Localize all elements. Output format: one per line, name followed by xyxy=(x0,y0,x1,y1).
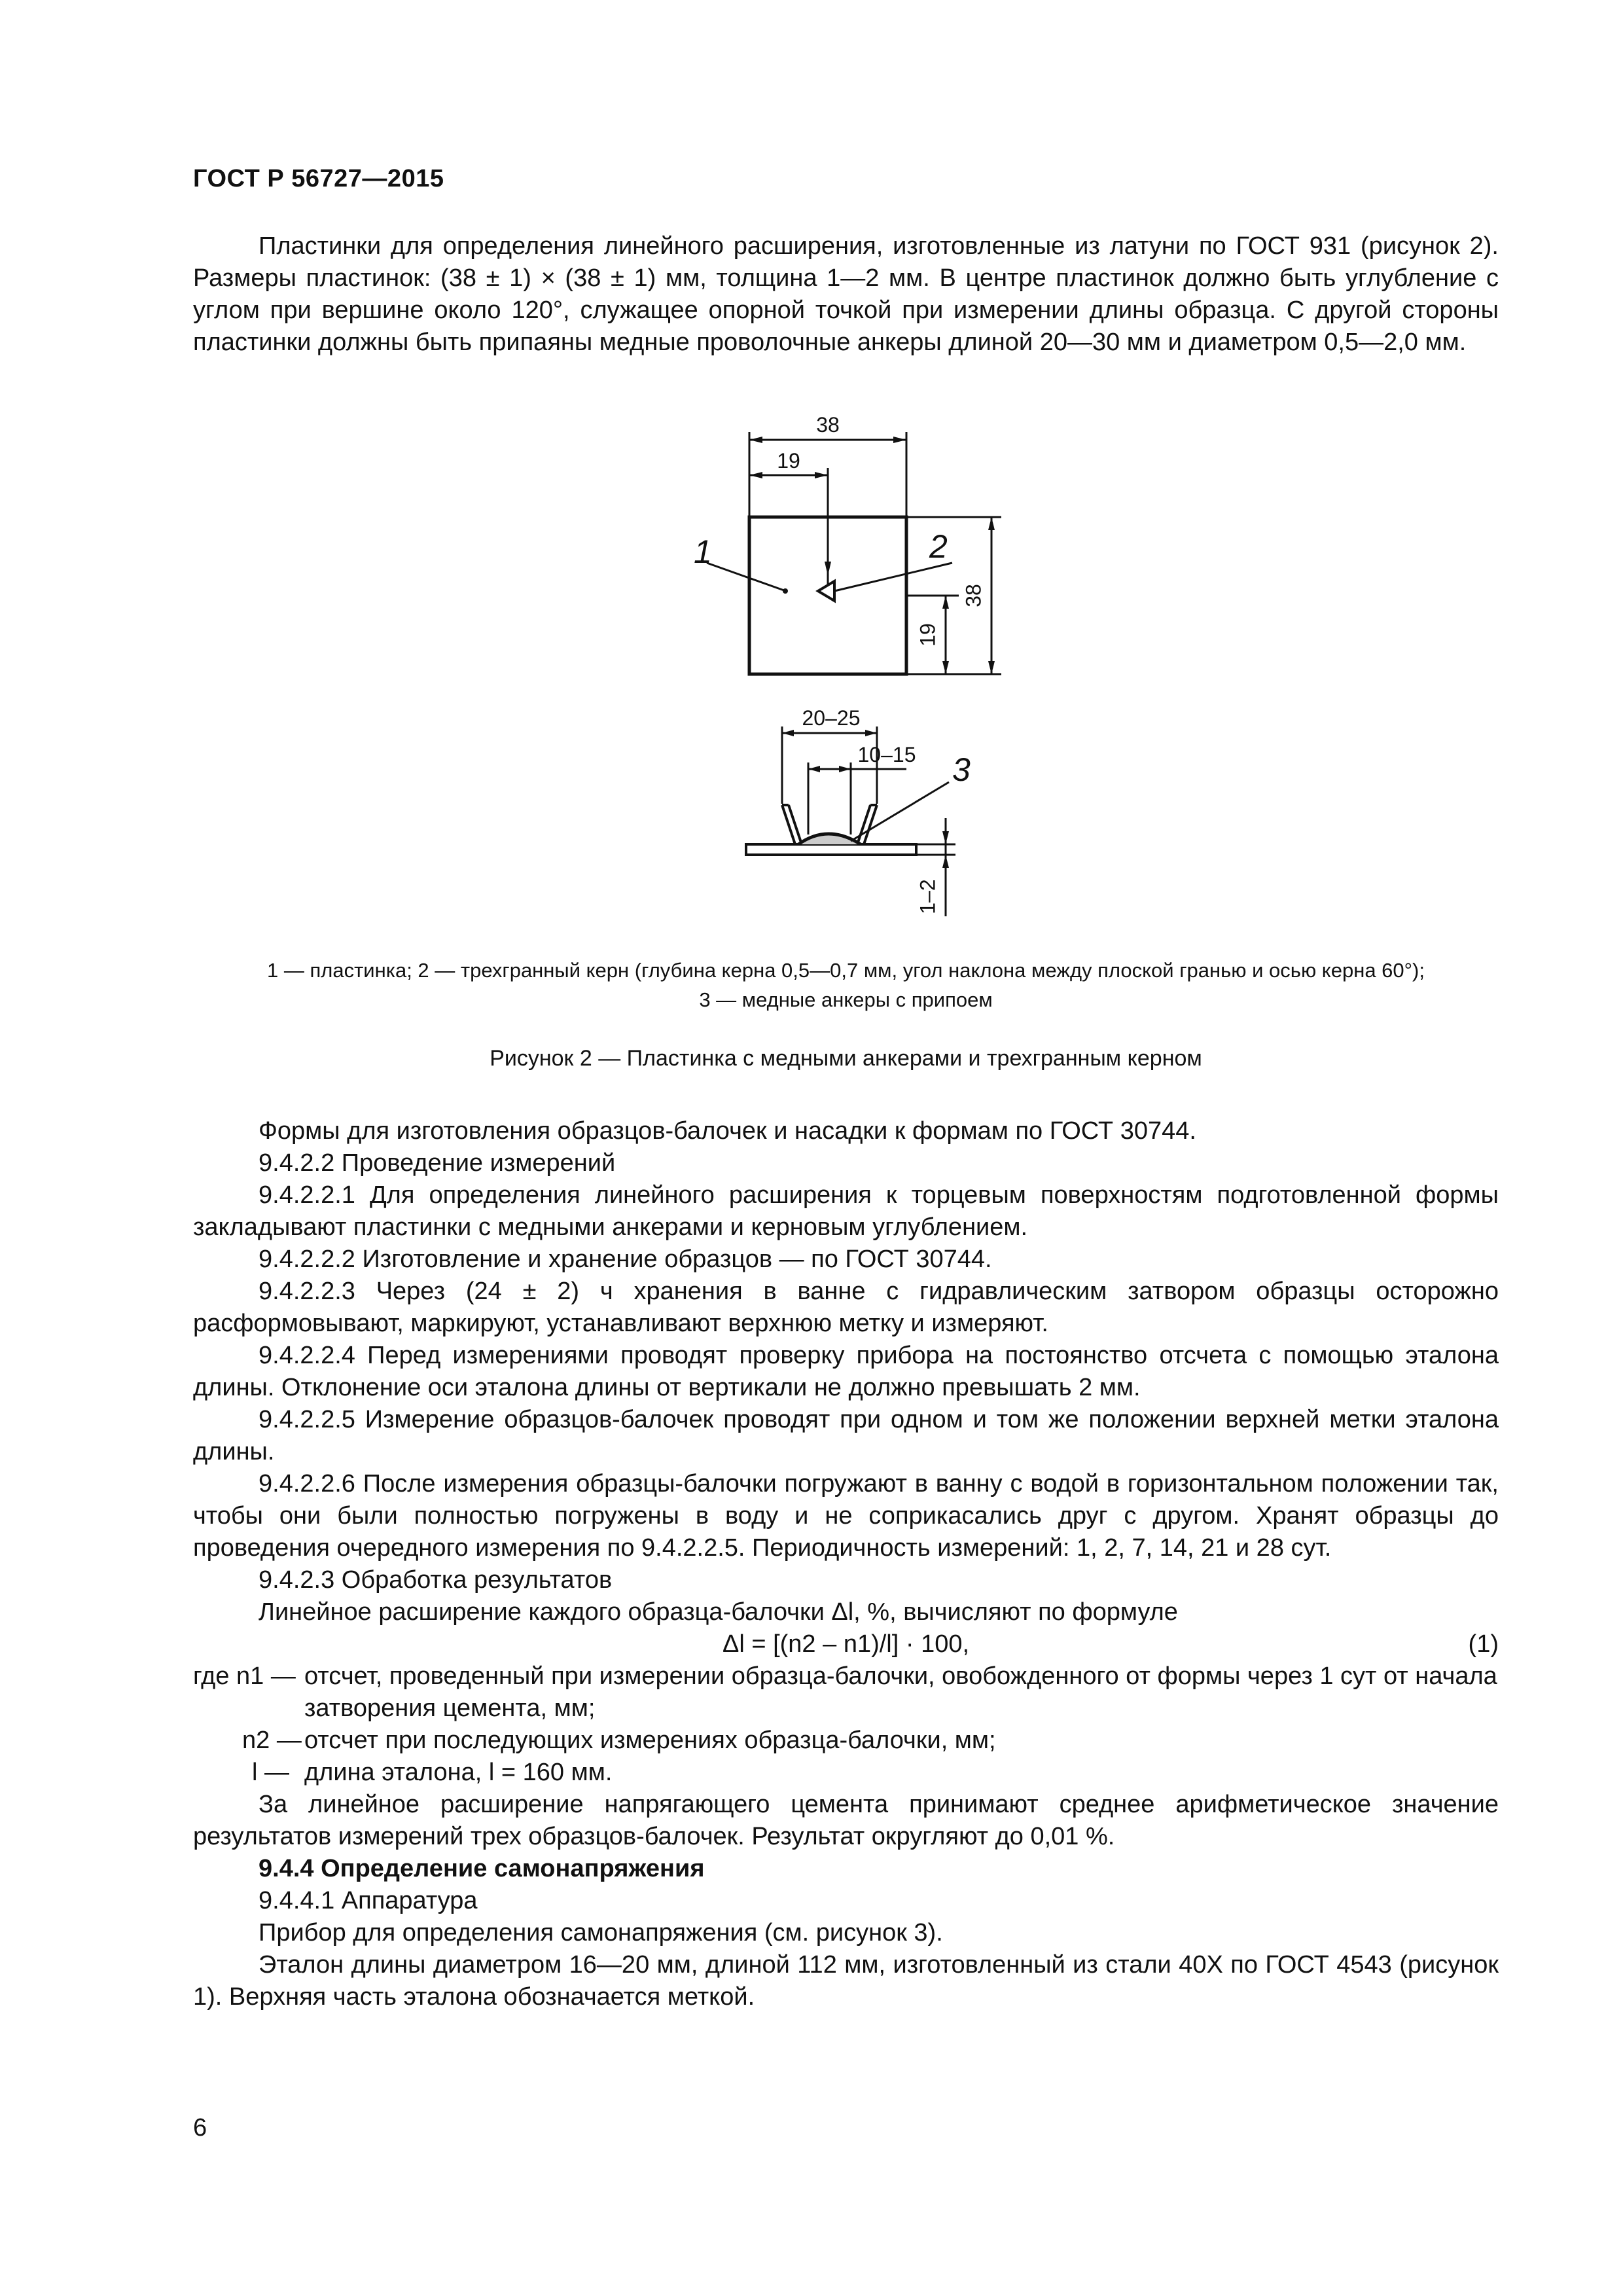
where-item-n1 xyxy=(193,1660,1499,1725)
formula: Δl = [(n2 – n1)/l] · 100, xyxy=(722,1630,970,1658)
paragraph-9-4-2-2-6: 9.4.2.2.6 После измерения образцы-балочки погружают в ванну с водой в горизонтальном положении так, чтобы они были полностью погружены в воду и не соприкасались друг с другом. Хранят образцы до проведения очередного измерения по 9.4.2.2.5. Периодичность измерений: 1, 2, 7, 14, 21 и 28 сут. xyxy=(193,1470,1499,1562)
where-item-n2 xyxy=(193,1725,1499,1757)
plate-center-point xyxy=(783,588,788,594)
body-block xyxy=(193,1115,1499,2013)
dim-19-right: 19 xyxy=(916,623,940,647)
figure-legend-line-2: 3 — медные анкеры с припоем xyxy=(699,988,993,1011)
solder-blob xyxy=(798,834,861,844)
paragraph-9-4-2-2-1: 9.4.2.2.1 Для определения линейного расширения к торцевым поверхностям подготовленной формы закладывают пластинки с медными анкерами и керновым углублением. xyxy=(193,1181,1499,1241)
paragraph-forms: Формы для изготовления образцов-балочек и насадки к формам по ГОСТ 30744. xyxy=(259,1117,1196,1145)
dim-20-25: 20–25 xyxy=(802,706,861,730)
dim-38-top: 38 xyxy=(816,413,840,437)
document-header: ГОСТ Р 56727—2015 xyxy=(193,165,444,192)
formula-number: (1) xyxy=(1468,1630,1499,1658)
page-number: 6 xyxy=(193,2114,207,2142)
callout-1: 1 xyxy=(694,533,712,570)
paragraph-9-4-2-2-2: 9.4.2.2.2 Изготовление и хранение образцов — по ГОСТ 30744. xyxy=(259,1246,992,1273)
where-text-n1: отсчет, проведенный при измерении образца-балочки, овобожденного от формы через 1 сут от начала затворения цемента, мм; xyxy=(304,1662,1497,1722)
where-symbol-n1: где n1 — xyxy=(193,1662,296,1690)
figure-legend-line-1: 1 — пластинка; 2 — трехгранный керн (глубина керна 0,5—0,7 мм, угол наклона между плоской гранью и осью керна 60°); xyxy=(267,959,1425,982)
dim-10-15: 10–15 xyxy=(857,743,916,766)
heading-9-4-2-3: 9.4.2.3 Обработка результатов xyxy=(259,1566,613,1594)
callout-3: 3 xyxy=(952,751,971,788)
plate-side-view xyxy=(746,844,916,855)
paragraph-9-4-2-2-4: 9.4.2.2.4 Перед измерениями проводят проверку прибора на постоянство отсчета с помощью эталона длины. Отклонение оси эталона длины от вертикали не должно превышать 2 мм. xyxy=(193,1342,1499,1401)
kern-triangle xyxy=(818,581,834,601)
figure-drawing xyxy=(0,0,1623,982)
paragraph-9-4-2-2-3: 9.4.2.2.3 Через (24 ± 2) ч хранения в ванне с гидравлическим затвором образцы осторожно расформовывают, маркируют, устанавливают верхнюю метку и измеряют. xyxy=(193,1278,1499,1337)
paragraph-formula-intro: Линейное расширение каждого образца-балочки Δl, %, вычисляют по формуле xyxy=(259,1598,1178,1626)
paragraph-average: За линейное расширение напрягающего цемента принимают среднее арифметическое значение результатов измерений трех образцов-балочек. Результат округляют до 0,01 %. xyxy=(193,1791,1499,1850)
intro-paragraph: Пластинки для определения линейного расширения, изготовленные из латуни по ГОСТ 931 (рисунок 2). Размеры пластинок: (38 ± 1) × (38 ± 1) мм, толщина 1—2 мм. В центре пластинок должно быть углубление с углом при вершине около 120°, служащее опорной точкой при измерении длины образца. С другой стороны пластинки должны быть припаяны медные проволочные анкеры длиной 20—30 мм и диаметром 0,5—2,0 мм. xyxy=(193,232,1499,356)
dim-38-right: 38 xyxy=(961,584,986,607)
where-text-l: длина эталона, l = 160 мм. xyxy=(304,1759,613,1786)
dim-19-top: 19 xyxy=(777,449,800,473)
dim-1-2: 1–2 xyxy=(916,879,940,914)
where-item-l xyxy=(193,1757,1499,1789)
paragraph-9-4-2-2-5: 9.4.2.2.5 Измерение образцов-балочек проводят при одном и том же положении верхней метки эталона длины. xyxy=(193,1406,1499,1465)
where-text-n2: отсчет при последующих измерениях образца-балочки, мм; xyxy=(304,1727,996,1754)
formula-row xyxy=(193,1628,1499,1660)
heading-9-4-4-1: 9.4.4.1 Аппаратура xyxy=(259,1887,478,1914)
figure-title: Рисунок 2 — Пластинка с медными анкерами и трехгранным керном xyxy=(490,1046,1202,1071)
figure-legend xyxy=(193,956,1499,1014)
paragraph-device: Прибор для определения самонапряжения (см. рисунок 3). xyxy=(259,1919,943,1946)
paragraph-standard: Эталон длины диаметром 16—20 мм, длиной 112 мм, изготовленный из стали 40Х по ГОСТ 4543 (рисунок 1). Верхняя часть эталона обозначается меткой. xyxy=(193,1951,1499,2011)
heading-9-4-2-2: 9.4.2.2 Проведение измерений xyxy=(259,1149,616,1177)
where-symbol-n2: n2 — xyxy=(242,1727,302,1754)
callout-2: 2 xyxy=(929,528,948,565)
where-symbol-l: l — xyxy=(252,1759,289,1786)
heading-9-4-4: 9.4.4 Определение самонапряжения xyxy=(259,1855,705,1882)
